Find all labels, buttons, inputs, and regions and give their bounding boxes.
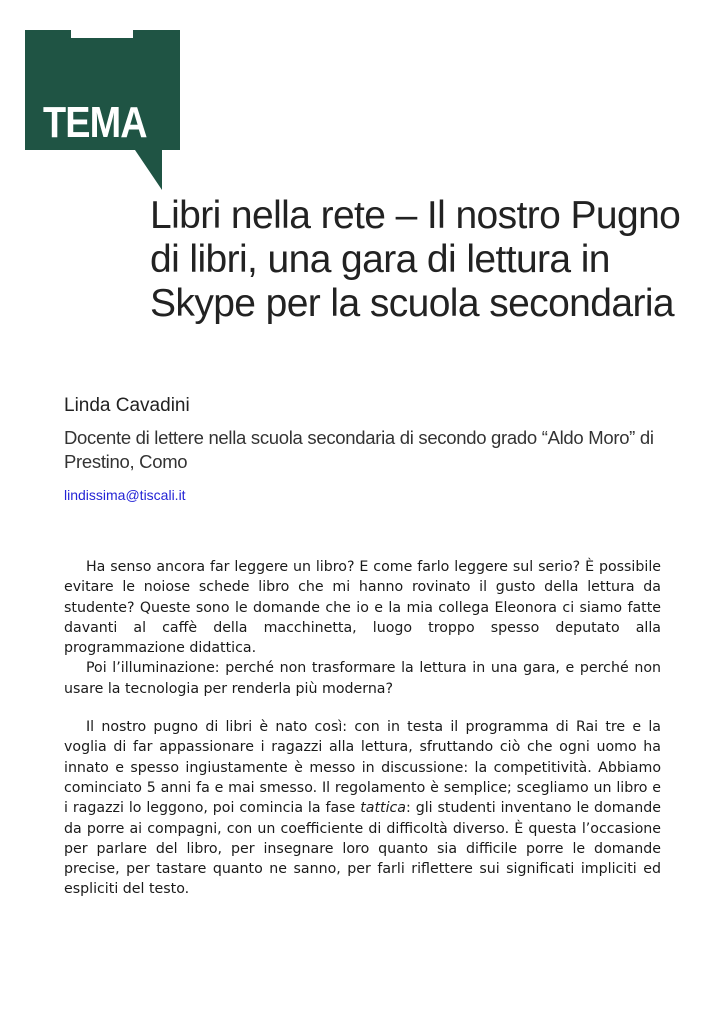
paragraph: Poi l’illuminazione: perché non trasformare la lettura in una gara, e perché non usare la tecnologia per renderla più moderna? [64, 660, 661, 697]
paragraph: Ha senso ancora far leggere un libro? E come farlo leggere sul serio? È possibile evitare le noiose schede libro che mi hanno rovinato il gusto della lettura da studente? Queste sono le domande che io e la mia collega Eleonora ci siamo fatte davanti al caffè della macchinetta, luogo troppo spesso deputato alla programmazione didattica. [64, 559, 661, 657]
author-name: Linda Cavadini [64, 395, 190, 416]
author-affiliation: Docente di lettere nella scuola secondaria di secondo grado “Aldo Moro” di Prestino, Como [64, 427, 654, 472]
paragraph-gap [64, 699, 661, 717]
author-email-link[interactable]: lindissima@tiscali.it [64, 487, 186, 503]
paragraph-text: : gli studenti inventano le domande da porre ai compagni, con un coefficiente di difficoltà diverso. È questa l’occasione per parlare del libro, per insegnare loro quanto sia difficile porre le domande precise, per tastare quanto ne sanno, per farli riflettere sui significati impliciti ed espliciti del testo. [64, 800, 661, 898]
article-title: Libri nella rete – Il nostro Pugno di libri, una gara di lettura in Skype per la scuola secondaria [150, 194, 681, 325]
paragraph [64, 717, 661, 900]
article-body [64, 557, 661, 900]
italic-term: tattica [360, 800, 407, 817]
paragraph-text: Il nostro pugno di libri è nato così: con in testa il programma di Rai tre e la voglia di far appassionare i ragazzi alla lettura, sfruttando ciò che ogni uomo ha innato e spesso ingiustamente è messo in discussione: la competitività. Abbiamo cominciato 5 anni fa e mai smesso. Il regolamento è semplice; scegliamo un libro e i ragazzi lo leggono, poi comincia la fase [64, 719, 661, 817]
tema-badge [25, 30, 180, 190]
badge-label: TEMA [43, 98, 147, 147]
